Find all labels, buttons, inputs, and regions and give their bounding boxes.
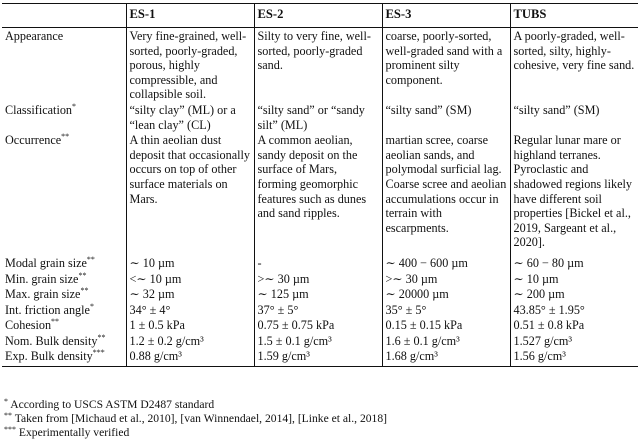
soil-properties-table xyxy=(2,3,638,367)
cell-tubs: “silty sand” (SM) xyxy=(513,102,600,117)
table-row-occurrence xyxy=(2,132,638,250)
row-label: Occurrence** xyxy=(2,132,126,250)
cell-es-3: coarse, poorly-sorted, well-graded sand with a prominent silty component. xyxy=(382,28,510,102)
row-label: Cohesion** xyxy=(2,317,126,333)
cell-es-2: “silty sand” or “sandy silt” (ML) xyxy=(254,102,382,132)
header-es-2: ES-2 xyxy=(254,4,382,28)
row-label: Exp. Bulk density*** xyxy=(2,348,126,366)
footnote-3: *** Experimentally verified xyxy=(4,425,130,439)
cell-es-1: <∼ 10 µm xyxy=(126,271,254,287)
cell-es-2: - xyxy=(254,250,382,271)
row-label: Min. grain size** xyxy=(2,271,126,287)
table-row-nom-bulk-density xyxy=(2,333,638,349)
cell-es-2: ∼ 125 µm xyxy=(254,286,382,302)
table-row-appearance xyxy=(2,28,638,102)
table-row-cohesion xyxy=(2,317,638,333)
cell-tubs: 43.85° ± 1.95° xyxy=(513,302,585,317)
cell-es-3: ∼ 400 − 600 µm xyxy=(382,250,510,271)
cell-tubs: ∼ 10 µm xyxy=(513,271,559,286)
table-row-min-grain-size xyxy=(2,271,638,287)
cell-tubs: ∼ 200 µm xyxy=(513,287,565,302)
table-row-modal-grain-size xyxy=(2,250,638,271)
cell-es-3: >∼ 30 µm xyxy=(382,271,510,287)
cell-es-1: 1 ± 0.5 kPa xyxy=(126,317,254,333)
cell-es-3: 1.68 g/cm³ xyxy=(382,348,510,366)
cell-tubs: ∼ 60 − 80 µm xyxy=(513,255,584,270)
cell-es-2: A common aeolian, sandy deposit on the surface of Mars, forming geomorphic features such as dunes and sand ripples. xyxy=(254,132,382,250)
cell-es-3: 35° ± 5° xyxy=(382,302,510,318)
cell-tubs: 1.527 g/cm³ xyxy=(513,333,572,348)
footnote-1: * According to USCS ASTM D2487 standard xyxy=(4,397,215,411)
cell-es-1: 34° ± 4° xyxy=(126,302,254,318)
row-label: Int. friction angle* xyxy=(2,302,126,318)
cell-tubs: 1.56 g/cm³ xyxy=(510,348,638,366)
cell-es-1: ∼ 32 µm xyxy=(126,286,254,302)
header-empty xyxy=(2,4,126,28)
row-label: Classification* xyxy=(2,102,126,132)
cell-es-1: ∼ 10 µm xyxy=(126,250,254,271)
cell-es-3: 1.6 ± 0.1 g/cm³ xyxy=(382,333,510,349)
cell-es-2: 1.5 ± 0.1 g/cm³ xyxy=(254,333,382,349)
cell-es-3: “silty sand” (SM) xyxy=(382,102,510,132)
cell-es-2: 1.59 g/cm³ xyxy=(254,348,382,366)
header-es-1: ES-1 xyxy=(126,4,254,28)
cell-es-2: >∼ 30 µm xyxy=(254,271,382,287)
row-label: Appearance xyxy=(2,28,126,102)
table-header-row xyxy=(2,4,638,28)
cell-tubs: Regular lunar mare or highland terranes. Pyroclastic and shadowed regions likely have different soil properties [Bickel et al., 2019, Sargeant et al., 2020]. xyxy=(513,133,632,250)
table-row-int-friction-angle xyxy=(2,302,638,318)
cell-es-1: Very fine-grained, well-sorted, poorly-graded, porous, highly compressible, and collapsible soil. xyxy=(126,28,254,102)
cell-es-2: Silty to very fine, well-sorted, poorly-graded sand. xyxy=(254,28,382,102)
table-row-max-grain-size xyxy=(2,286,638,302)
footnote-2: ** Taken from [Michaud et al., 2010], [van Winnendael, 2014], [Linke et al., 2018] xyxy=(4,411,387,425)
cell-es-3: 0.15 ± 0.15 kPa xyxy=(382,317,510,333)
cell-es-1: 1.2 ± 0.2 g/cm³ xyxy=(126,333,254,349)
row-label: Modal grain size** xyxy=(2,250,126,271)
cell-tubs: A poorly-graded, well-sorted, silty, highly-cohesive, very fine sand. xyxy=(513,29,635,73)
table-row-exp-bulk-density xyxy=(2,348,638,366)
cell-es-2: 0.75 ± 0.75 kPa xyxy=(254,317,382,333)
row-label: Nom. Bulk density** xyxy=(2,333,126,349)
cell-es-1: 0.88 g/cm³ xyxy=(126,348,254,366)
header-es-3: ES-3 xyxy=(382,4,510,28)
row-label: Max. grain size** xyxy=(2,286,126,302)
header-tubs: TUBS xyxy=(510,4,638,28)
cell-tubs: 0.51 ± 0.8 kPa xyxy=(513,318,585,333)
cell-es-3: martian scree, coarse aeolian sands, and polymodal surficial lag. Coarse scree and aeolian accumulations occur in terrain with escarpments. xyxy=(382,132,510,250)
cell-es-2: 37° ± 5° xyxy=(254,302,382,318)
table-row-classification xyxy=(2,102,638,132)
cell-es-1: A thin aeolian dust deposit that occasionally occurs on top of other surface materials on Mars. xyxy=(126,132,254,250)
footnotes xyxy=(4,398,387,440)
cell-es-1: “silty clay” (ML) or a “lean clay” (CL) xyxy=(126,102,254,132)
cell-es-3: ∼ 20000 µm xyxy=(382,286,510,302)
